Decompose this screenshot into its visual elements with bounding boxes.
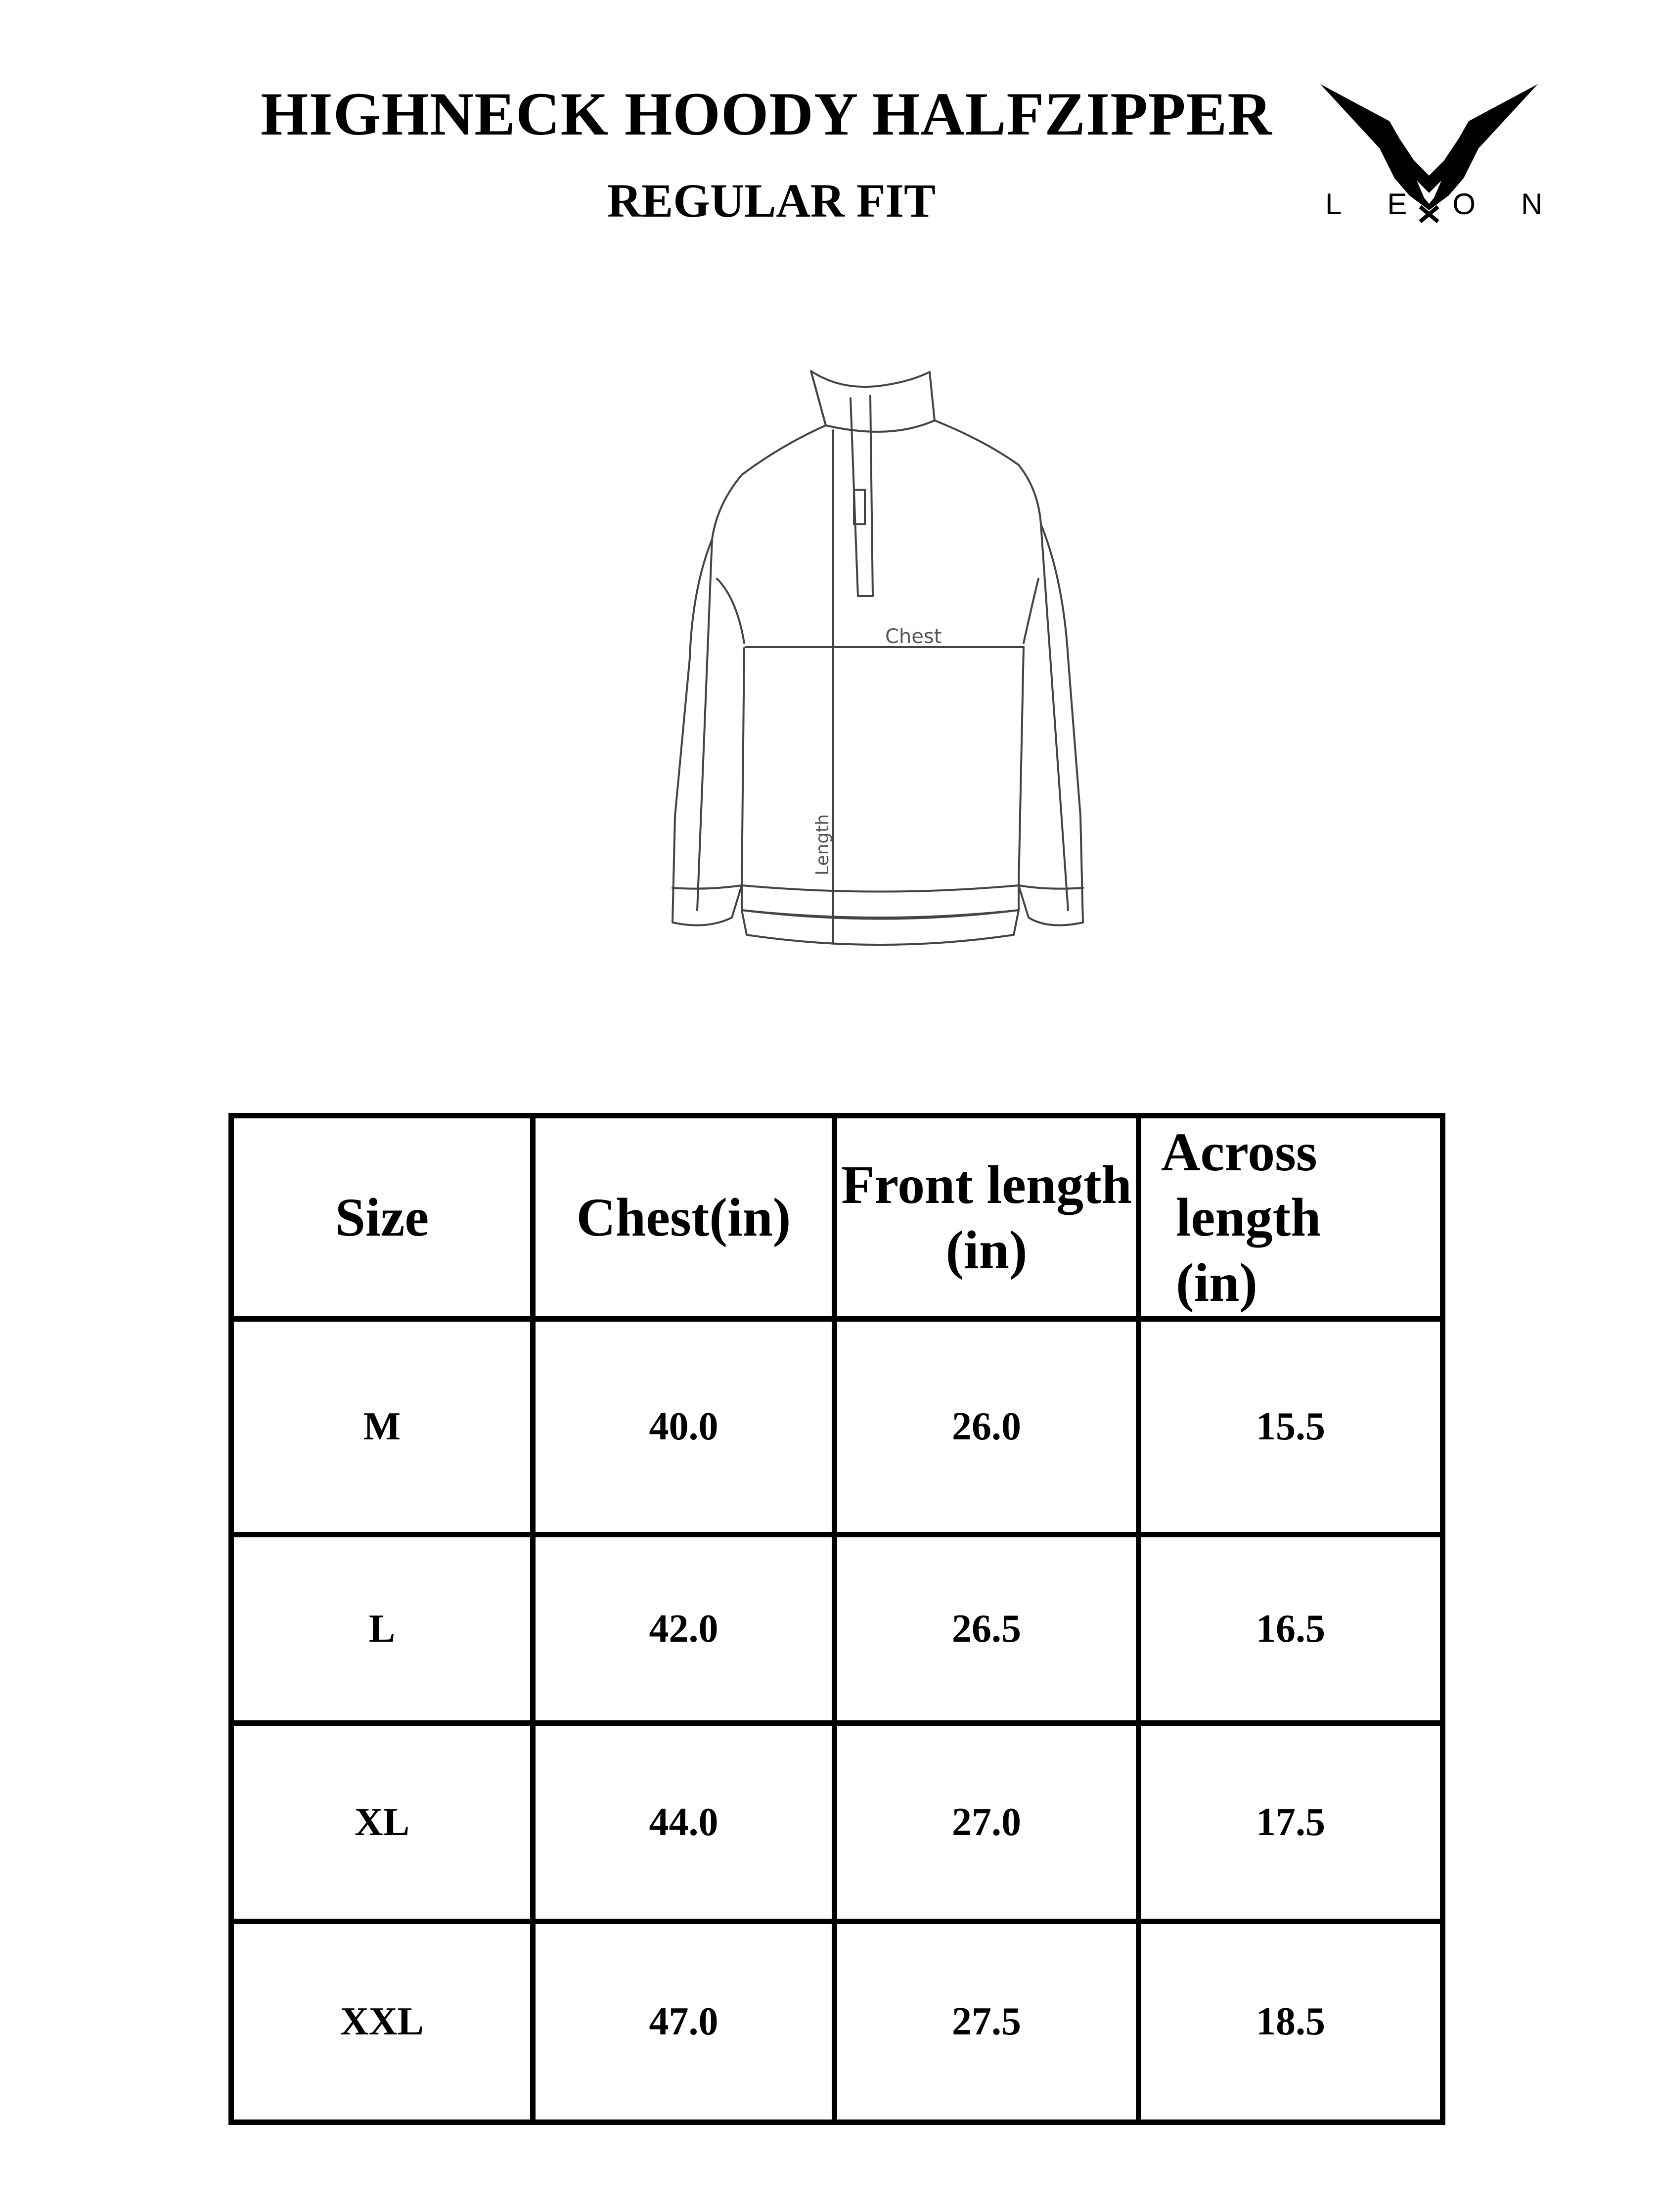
table-row: [231, 1922, 1443, 2122]
chest-label: Chest: [885, 625, 942, 648]
cell-chest: 42.0: [533, 1535, 835, 1723]
cell-front-length: 26.0: [835, 1319, 1139, 1535]
cell-across-length: 15.5: [1139, 1319, 1443, 1535]
table-row: [231, 1319, 1443, 1535]
page-title: HIGHNECK HOODY HALFZIPPER: [261, 80, 1272, 148]
cell-front-length: 27.5: [835, 1922, 1139, 2122]
cell-chest: 47.0: [533, 1922, 835, 2122]
cell-front-length: 26.5: [835, 1535, 1139, 1723]
hoodie-sketch: [593, 341, 1088, 1044]
header-across-length: Across length (in): [1139, 1116, 1443, 1319]
table-row: [231, 1723, 1443, 1922]
cell-front-length: 27.0: [835, 1723, 1139, 1922]
logo-wordmark: LEON: [1325, 187, 1588, 221]
cell-size: XXL: [231, 1922, 533, 2122]
table-row: [231, 1535, 1443, 1723]
cell-across-length: 16.5: [1139, 1535, 1443, 1723]
cell-chest: 40.0: [533, 1319, 835, 1535]
header-chest: Chest(in): [533, 1116, 835, 1319]
header-front-length: Front length (in): [835, 1116, 1139, 1319]
cell-size: XL: [231, 1723, 533, 1922]
cell-across-length: 17.5: [1139, 1723, 1443, 1922]
length-label: Length: [812, 814, 833, 876]
cell-chest: 44.0: [533, 1723, 835, 1922]
header-size: Size: [231, 1116, 533, 1319]
cell-size: M: [231, 1319, 533, 1535]
table-header-row: [231, 1116, 1443, 1319]
fit-subtitle: REGULAR FIT: [607, 174, 936, 227]
size-chart-table: [228, 1113, 1445, 2125]
cell-size: L: [231, 1535, 533, 1723]
cell-across-length: 18.5: [1139, 1922, 1443, 2122]
